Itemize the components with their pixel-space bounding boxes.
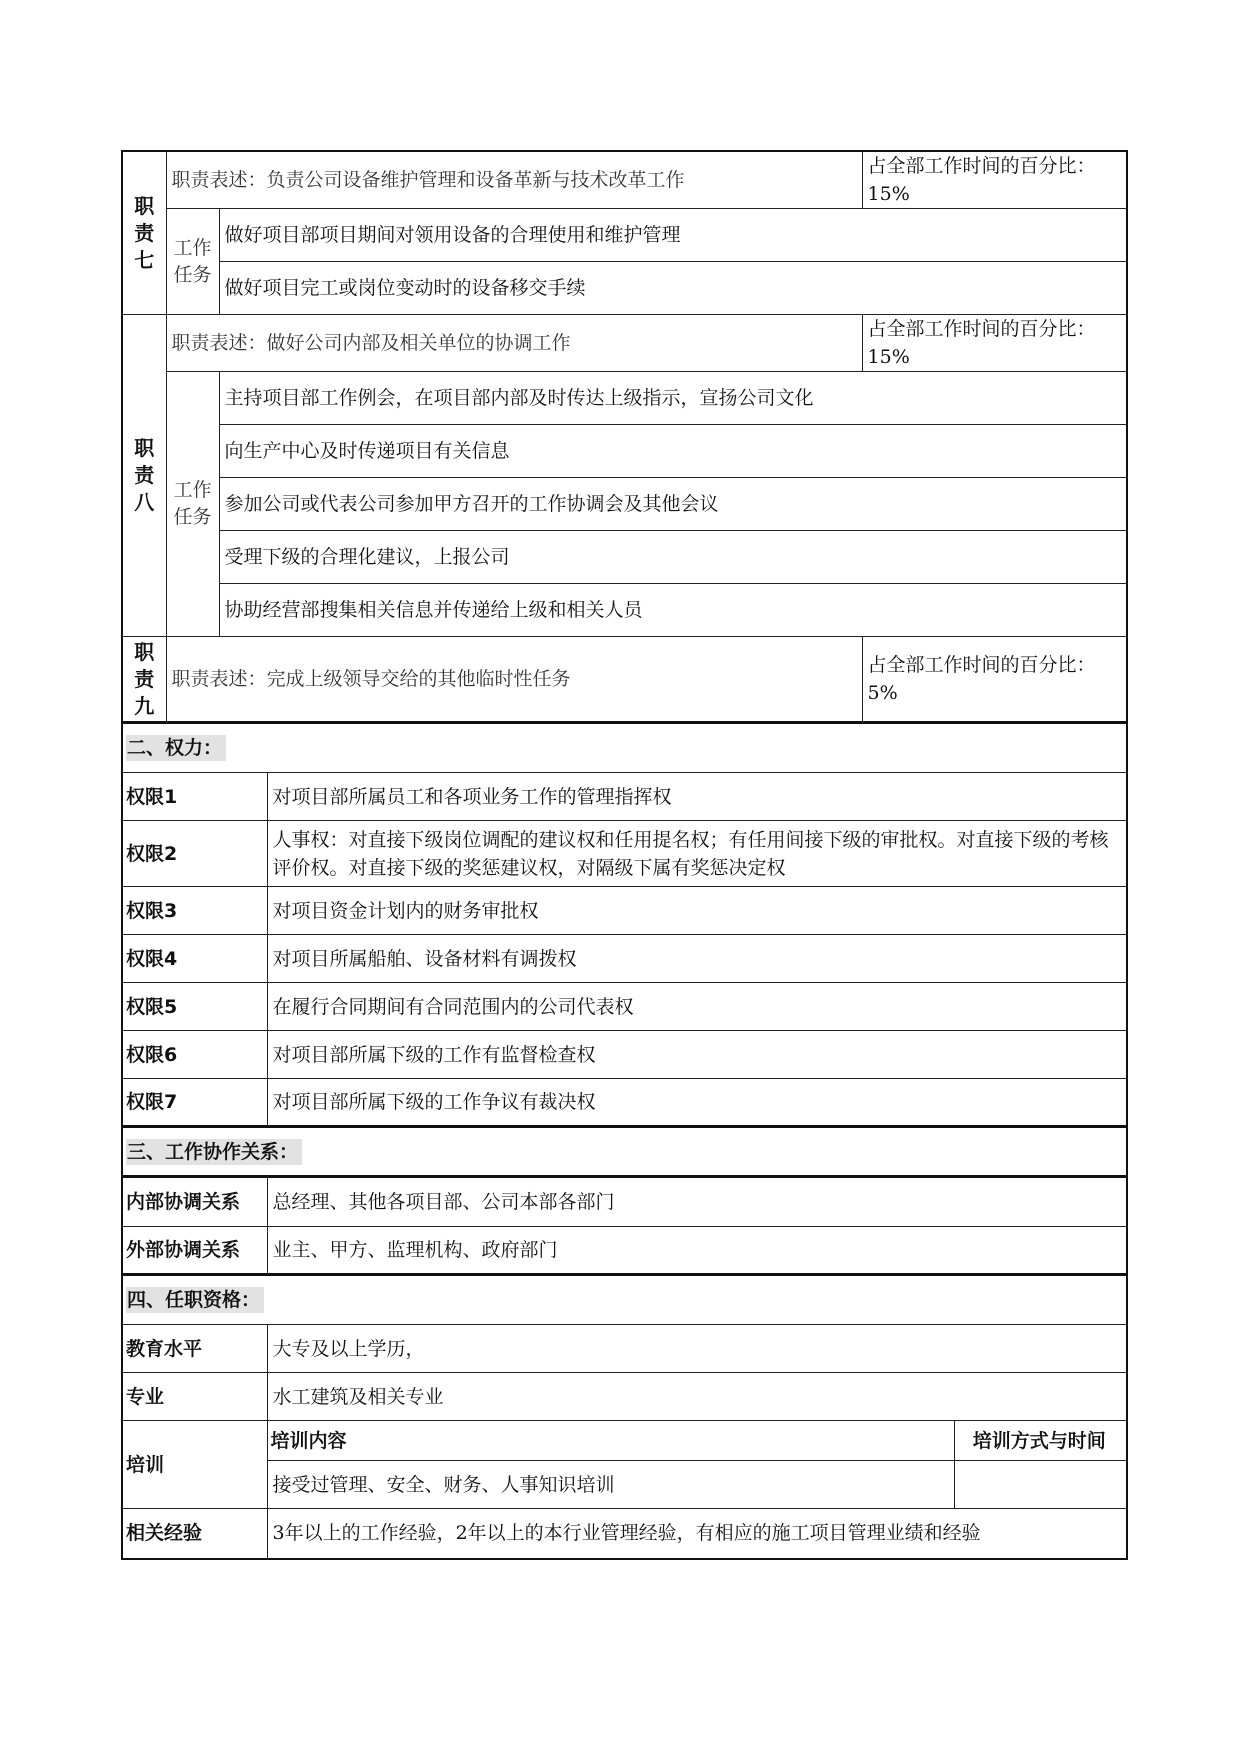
duty8-task-row <box>122 478 1127 531</box>
duty9-percentage: 占全部工作时间的百分比：5% <box>862 637 1127 723</box>
duty8-task-row <box>122 584 1127 637</box>
job-description-table <box>121 150 1128 1560</box>
duty8-task-2: 向生产中心及时传递项目有关信息 <box>219 425 1127 478</box>
internal-relations-row <box>122 1177 1127 1227</box>
duty7-task-row <box>122 262 1127 315</box>
training-content: 接受过管理、安全、财务、人事知识培训 <box>267 1461 954 1509</box>
job-description-sheet <box>121 150 1126 1560</box>
power-row <box>122 821 1127 887</box>
duty7-desc-row <box>122 151 1127 209</box>
duty7-task-row <box>122 209 1127 262</box>
external-relations-text: 业主、甲方、监理机构、政府部门 <box>267 1227 1127 1275</box>
power-label: 权限6 <box>122 1031 267 1079</box>
power-row <box>122 935 1127 983</box>
power-label: 权限4 <box>122 935 267 983</box>
relations-section-title: 三、工作协作关系： <box>122 1127 1127 1177</box>
qualifications-section-row <box>122 1275 1127 1325</box>
duty8-label: 职 责 八 <box>122 315 166 637</box>
power-row <box>122 1079 1127 1127</box>
duty8-task-4: 受理下级的合理化建议，上报公司 <box>219 531 1127 584</box>
training-content-header: 培训内容 <box>267 1421 954 1461</box>
duty8-task-row <box>122 372 1127 425</box>
duty7-description: 职责表述：负责公司设备维护管理和设备革新与技术改革工作 <box>166 151 862 209</box>
experience-text: 3年以上的工作经验，2年以上的本行业管理经验，有相应的施工项目管理业绩和经验 <box>267 1509 1127 1559</box>
education-label: 教育水平 <box>122 1325 267 1373</box>
power-row <box>122 1031 1127 1079</box>
duty8-percentage: 占全部工作时间的百分比：15% <box>862 315 1127 372</box>
duty7-task-1: 做好项目部项目期间对领用设备的合理使用和维护管理 <box>219 209 1127 262</box>
power-label: 权限3 <box>122 887 267 935</box>
training-method <box>954 1461 1127 1509</box>
duty8-task-label: 工作 任务 <box>166 372 219 637</box>
duty9-description: 职责表述：完成上级领导交给的其他临时性任务 <box>166 637 862 723</box>
duty8-task-5: 协助经营部搜集相关信息并传递给上级和相关人员 <box>219 584 1127 637</box>
experience-label: 相关经验 <box>122 1509 267 1559</box>
duty8-desc-row <box>122 315 1127 372</box>
power-text: 对项目部所属员工和各项业务工作的管理指挥权 <box>267 773 1127 821</box>
major-text: 水工建筑及相关专业 <box>267 1373 1127 1421</box>
duty8-task-row <box>122 531 1127 584</box>
power-text: 对项目部所属下级的工作争议有裁决权 <box>267 1079 1127 1127</box>
power-row <box>122 773 1127 821</box>
duty8-task-1: 主持项目部工作例会，在项目部内部及时传达上级指示，宣扬公司文化 <box>219 372 1127 425</box>
training-method-header: 培训方式与时间 <box>954 1421 1127 1461</box>
power-label: 权限5 <box>122 983 267 1031</box>
duty7-task-2: 做好项目完工或岗位变动时的设备移交手续 <box>219 262 1127 315</box>
power-text: 对项目资金计划内的财务审批权 <box>267 887 1127 935</box>
external-relations-label: 外部协调关系 <box>122 1227 267 1275</box>
power-text: 人事权：对直接下级岗位调配的建议权和任用提名权；有任用间接下级的审批权。对直接下级的考核评价权。对直接下级的奖惩建议权，对隔级下属有奖惩决定权 <box>267 821 1127 887</box>
power-label: 权限1 <box>122 773 267 821</box>
power-label: 权限2 <box>122 821 267 887</box>
education-text: 大专及以上学历， <box>267 1325 1127 1373</box>
training-row <box>122 1461 1127 1509</box>
powers-section-row <box>122 723 1127 773</box>
duty7-label: 职 责 七 <box>122 151 166 315</box>
relations-section-row <box>122 1127 1127 1177</box>
duty9-row <box>122 637 1127 723</box>
internal-relations-text: 总经理、其他各项目部、公司本部各部门 <box>267 1177 1127 1227</box>
power-row <box>122 887 1127 935</box>
education-row <box>122 1325 1127 1373</box>
duty8-task-3: 参加公司或代表公司参加甲方召开的工作协调会及其他会议 <box>219 478 1127 531</box>
experience-row <box>122 1509 1127 1559</box>
duty8-description: 职责表述：做好公司内部及相关单位的协调工作 <box>166 315 862 372</box>
duty9-label: 职 责 九 <box>122 637 166 723</box>
major-label: 专业 <box>122 1373 267 1421</box>
power-text: 在履行合同期间有合同范围内的公司代表权 <box>267 983 1127 1031</box>
power-row <box>122 983 1127 1031</box>
power-text: 对项目所属船舶、设备材料有调拨权 <box>267 935 1127 983</box>
internal-relations-label: 内部协调关系 <box>122 1177 267 1227</box>
qualifications-section-title: 四、任职资格： <box>122 1275 1127 1325</box>
training-header-row <box>122 1421 1127 1461</box>
duty8-task-row <box>122 425 1127 478</box>
duty7-percentage: 占全部工作时间的百分比：15% <box>862 151 1127 209</box>
duty7-task-label: 工作 任务 <box>166 209 219 315</box>
major-row <box>122 1373 1127 1421</box>
power-text: 对项目部所属下级的工作有监督检查权 <box>267 1031 1127 1079</box>
external-relations-row <box>122 1227 1127 1275</box>
training-label: 培训 <box>122 1421 267 1509</box>
power-label: 权限7 <box>122 1079 267 1127</box>
powers-section-title: 二、权力： <box>122 723 1127 773</box>
